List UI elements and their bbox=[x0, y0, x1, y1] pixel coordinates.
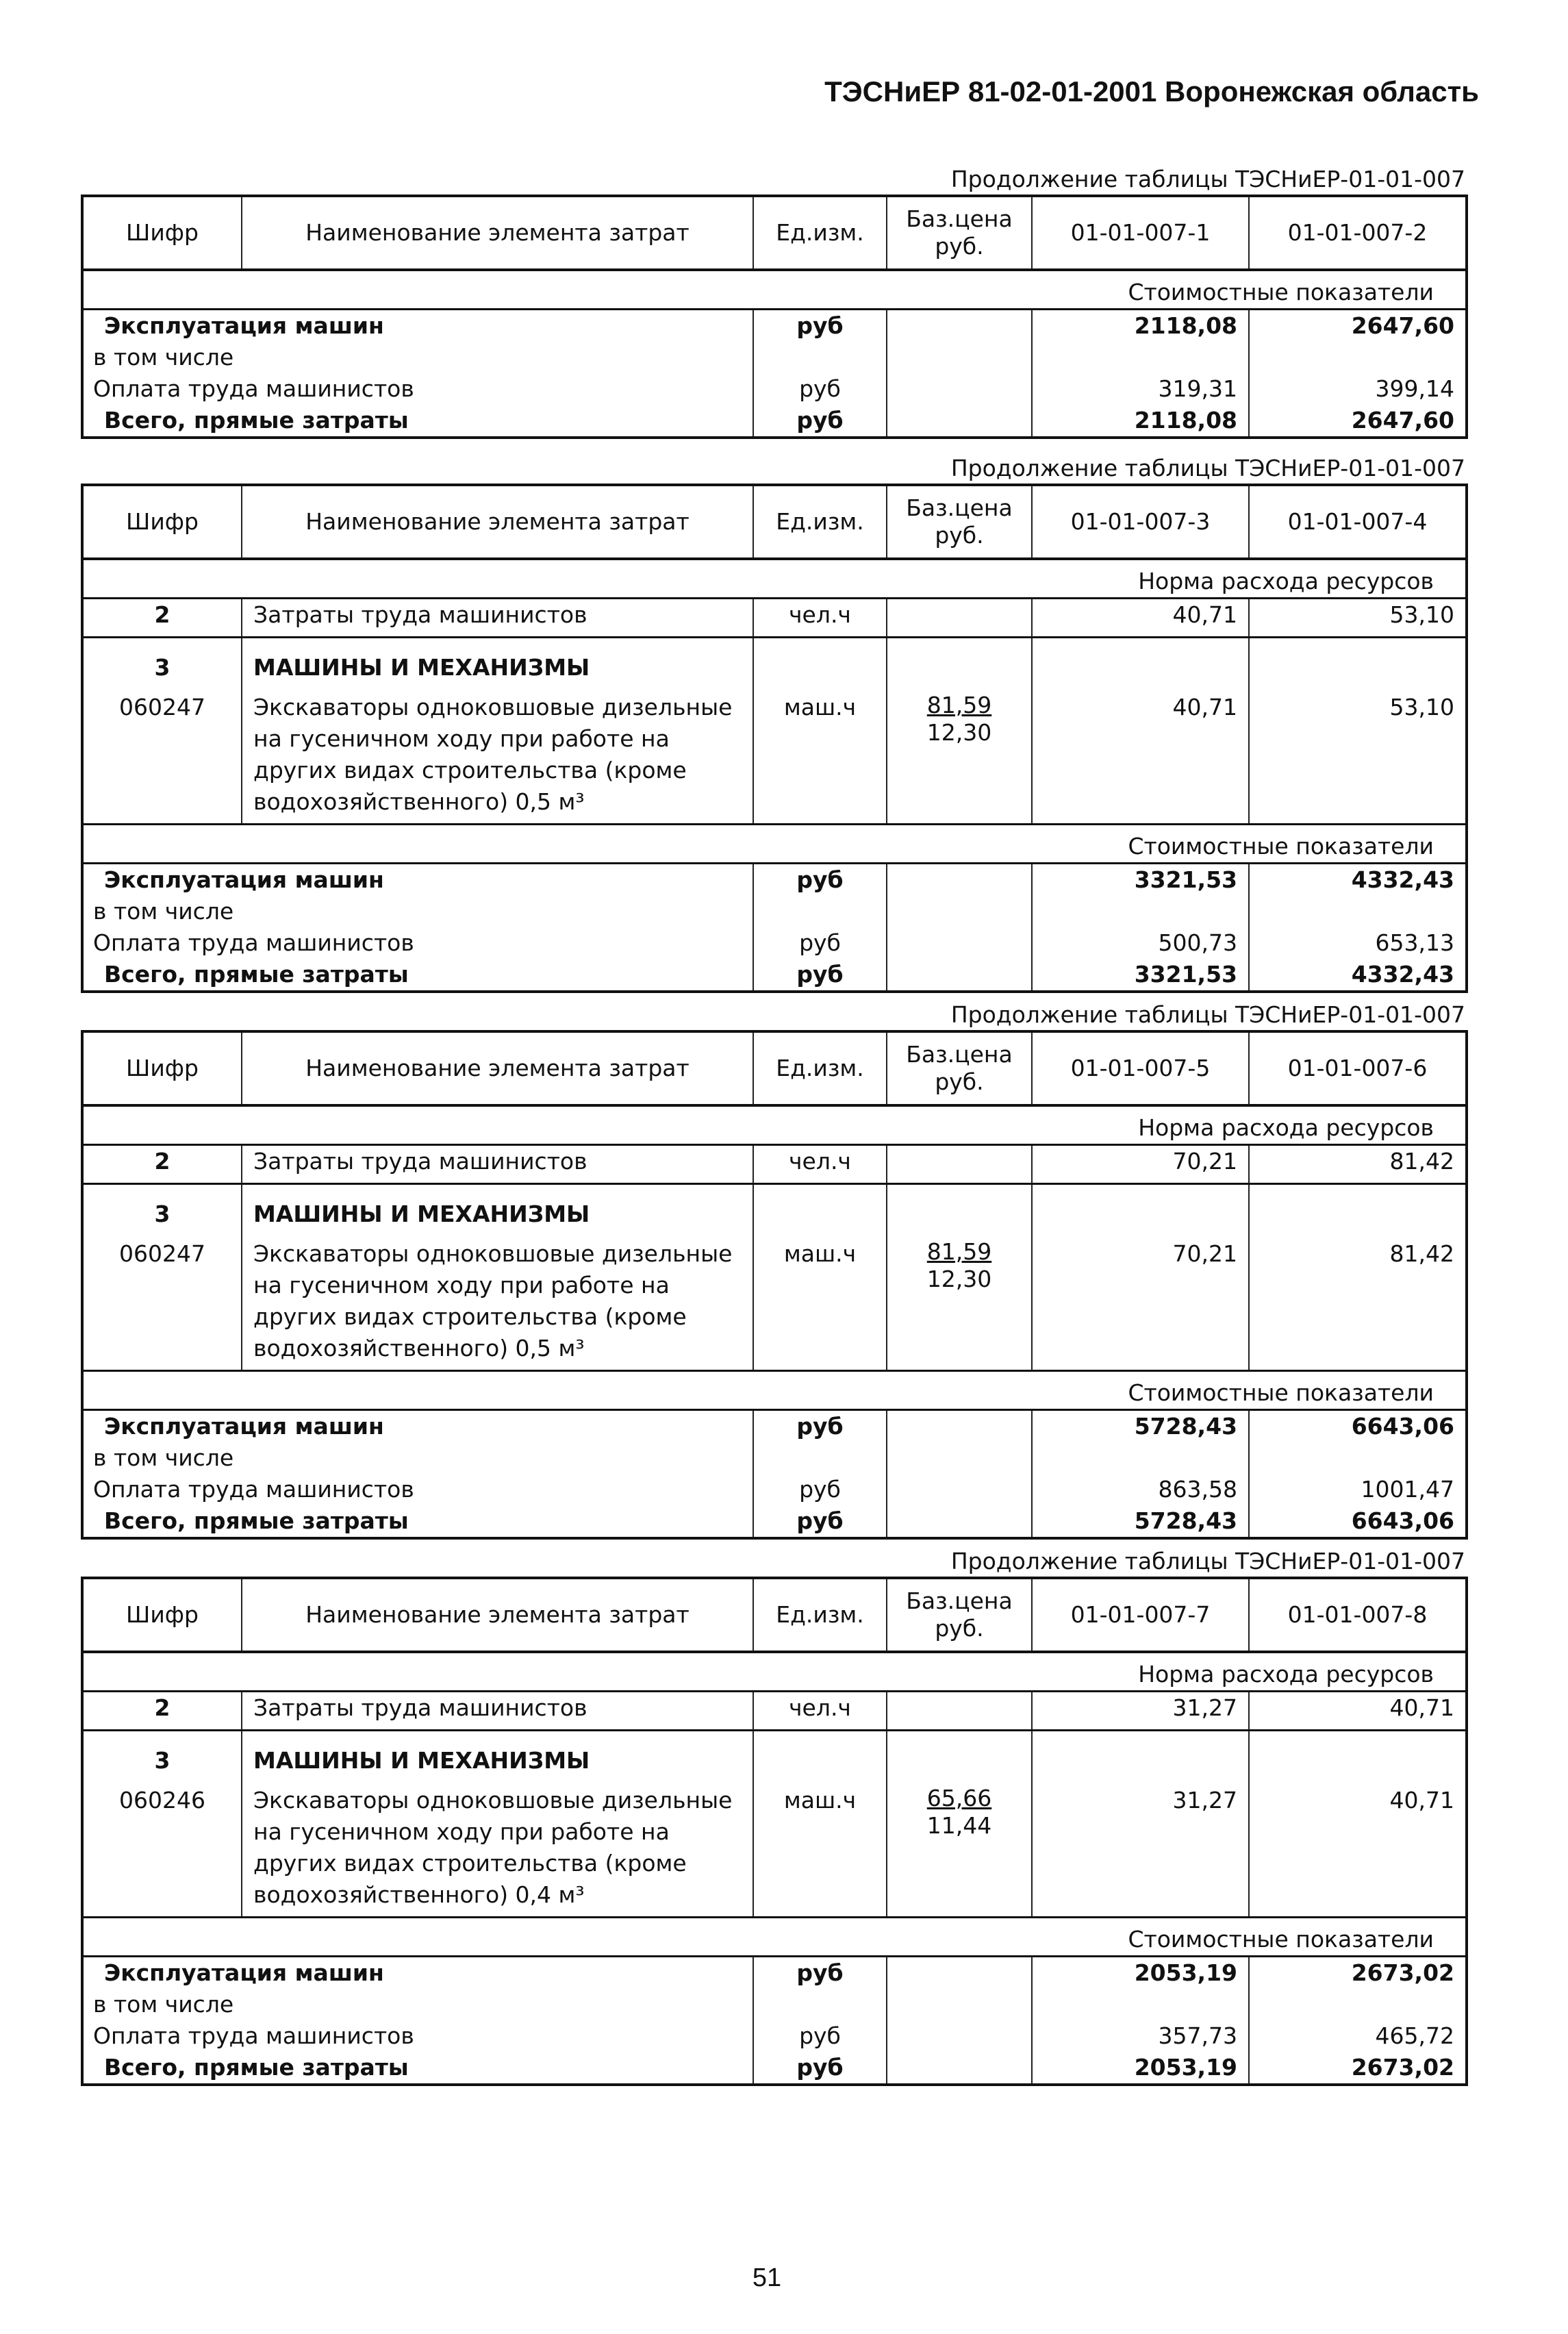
cost-value: 2673,02 bbox=[1249, 2052, 1467, 2085]
cost-value: 863,58 bbox=[1032, 1474, 1249, 1505]
table-block-2 bbox=[81, 453, 1465, 993]
row-unit: чел.ч bbox=[753, 1145, 887, 1184]
document-header: ТЭСНиЕР 81-02-01-2001 Воронежская область bbox=[824, 75, 1479, 108]
norm-value: 40,71 bbox=[1032, 683, 1249, 825]
row-unit: руб bbox=[753, 2020, 887, 2052]
table-row bbox=[82, 1692, 1467, 1731]
row-unit: чел.ч bbox=[753, 599, 887, 638]
row-code: 060247 bbox=[82, 683, 242, 825]
row-unit: руб bbox=[753, 405, 887, 438]
col-unit-header: Ед.изм. bbox=[753, 196, 887, 270]
section-title: Норма расхода ресурсов bbox=[82, 1652, 1467, 1692]
table-caption: Продолжение таблицы ТЭСНиЕР-01-01-007 bbox=[950, 166, 1465, 192]
cost-value: 357,73 bbox=[1032, 2020, 1249, 2052]
base-price bbox=[887, 683, 1032, 825]
table-row bbox=[82, 342, 1467, 373]
row-code: 3 bbox=[82, 652, 242, 683]
norm-value: 70,21 bbox=[1032, 1230, 1249, 1371]
section-row-cost bbox=[82, 1918, 1467, 1957]
col-unit-header: Ед.изм. bbox=[753, 485, 887, 559]
cost-table-4 bbox=[81, 1577, 1468, 2086]
section-row-norm bbox=[82, 1105, 1467, 1145]
base-price bbox=[887, 1777, 1032, 1918]
base-price-total: 65,66 bbox=[926, 1785, 992, 1811]
section-row-cost bbox=[82, 1371, 1467, 1410]
cost-value: 4332,43 bbox=[1249, 959, 1467, 992]
cost-table-1 bbox=[81, 194, 1468, 439]
cost-value: 6643,06 bbox=[1249, 1410, 1467, 1443]
col-code-header: Шифр bbox=[82, 196, 242, 270]
base-price-total: 81,59 bbox=[926, 692, 992, 718]
row-unit: руб bbox=[753, 927, 887, 959]
section-row-cost bbox=[82, 270, 1467, 310]
table-block-1 bbox=[81, 164, 1465, 439]
row-label: Затраты труда машинистов bbox=[242, 1692, 753, 1731]
table-row bbox=[82, 896, 1467, 927]
table-row bbox=[82, 2020, 1467, 2052]
col-variant-header: 01-01-007-8 bbox=[1249, 1578, 1467, 1652]
table-block-4 bbox=[81, 1546, 1465, 2086]
cost-value: 2647,60 bbox=[1249, 405, 1467, 438]
norm-value: 31,27 bbox=[1032, 1692, 1249, 1731]
table-row bbox=[82, 1989, 1467, 2020]
cost-value: 6643,06 bbox=[1249, 1505, 1467, 1538]
cost-value: 465,72 bbox=[1249, 2020, 1467, 2052]
row-label: МАШИНЫ И МЕХАНИЗМЫ bbox=[242, 1745, 753, 1777]
row-unit: руб bbox=[753, 1505, 887, 1538]
cost-value: 2118,08 bbox=[1032, 405, 1249, 438]
table-row bbox=[82, 1230, 1467, 1371]
section-row-norm bbox=[82, 559, 1467, 599]
base-price-total: 81,59 bbox=[926, 1238, 992, 1265]
row-unit: руб bbox=[753, 1474, 887, 1505]
row-label: Оплата труда машинистов bbox=[82, 373, 753, 405]
section-row-cost bbox=[82, 825, 1467, 864]
row-code: 060247 bbox=[82, 1230, 242, 1371]
table-header-row bbox=[82, 485, 1467, 559]
row-code: 3 bbox=[82, 1199, 242, 1230]
norm-value: 53,10 bbox=[1249, 599, 1467, 638]
norm-value: 40,71 bbox=[1249, 1692, 1467, 1731]
cost-value: 5728,43 bbox=[1032, 1410, 1249, 1443]
col-price-header: Баз.цена руб. bbox=[887, 1578, 1032, 1652]
row-label: Эксплуатация машин bbox=[82, 1410, 753, 1443]
table-row bbox=[82, 864, 1467, 896]
row-label: Всего, прямые затраты bbox=[82, 959, 753, 992]
table-row bbox=[82, 683, 1467, 825]
row-code: 2 bbox=[82, 599, 242, 638]
row-label: Оплата труда машинистов bbox=[82, 2020, 753, 2052]
col-unit-header: Ед.изм. bbox=[753, 1578, 887, 1652]
row-unit: чел.ч bbox=[753, 1692, 887, 1731]
row-label: в том числе bbox=[82, 1442, 753, 1474]
row-label: Эксплуатация машин bbox=[82, 864, 753, 896]
col-code-header: Шифр bbox=[82, 1578, 242, 1652]
section-title: Норма расхода ресурсов bbox=[82, 1105, 1467, 1145]
machine-name: Экскаваторы одноковшовые дизельные на гусеничном ходу при работе на других видах строительства (кроме водохозяйственного) 0,5 м³ bbox=[242, 1230, 753, 1371]
norm-value: 81,42 bbox=[1249, 1145, 1467, 1184]
cost-value: 2673,02 bbox=[1249, 1957, 1467, 1990]
row-unit: руб bbox=[753, 2052, 887, 2085]
cost-value: 3321,53 bbox=[1032, 959, 1249, 992]
table-row bbox=[82, 373, 1467, 405]
cost-value: 4332,43 bbox=[1249, 864, 1467, 896]
table-row bbox=[82, 310, 1467, 342]
row-code: 060246 bbox=[82, 1777, 242, 1918]
row-label: МАШИНЫ И МЕХАНИЗМЫ bbox=[242, 652, 753, 683]
row-code: 2 bbox=[82, 1145, 242, 1184]
cost-value: 5728,43 bbox=[1032, 1505, 1249, 1538]
row-unit: руб bbox=[753, 864, 887, 896]
table-row bbox=[82, 959, 1467, 992]
col-name-header: Наименование элемента затрат bbox=[242, 1578, 753, 1652]
row-label: Всего, прямые затраты bbox=[82, 1505, 753, 1538]
machine-name: Экскаваторы одноковшовые дизельные на гусеничном ходу при работе на других видах строительства (кроме водохозяйственного) 0,4 м³ bbox=[242, 1777, 753, 1918]
table-row bbox=[82, 1145, 1467, 1184]
norm-value: 31,27 bbox=[1032, 1777, 1249, 1918]
row-label: Затраты труда машинистов bbox=[242, 1145, 753, 1184]
table-row bbox=[82, 1957, 1467, 1990]
table-caption: Продолжение таблицы ТЭСНиЕР-01-01-007 bbox=[950, 1548, 1465, 1574]
row-unit: руб bbox=[753, 1410, 887, 1443]
norm-value: 40,71 bbox=[1249, 1777, 1467, 1918]
table-row bbox=[82, 927, 1467, 959]
table-row bbox=[82, 1199, 1467, 1230]
table-row bbox=[82, 1745, 1467, 1777]
row-code: 3 bbox=[82, 1745, 242, 1777]
col-variant-header: 01-01-007-2 bbox=[1249, 196, 1467, 270]
table-header-row bbox=[82, 196, 1467, 270]
col-name-header: Наименование элемента затрат bbox=[242, 485, 753, 559]
table-row bbox=[82, 405, 1467, 438]
row-label: в том числе bbox=[82, 342, 753, 373]
cost-value: 2053,19 bbox=[1032, 1957, 1249, 1990]
table-header-row bbox=[82, 1031, 1467, 1105]
col-name-header: Наименование элемента затрат bbox=[242, 196, 753, 270]
table-caption: Продолжение таблицы ТЭСНиЕР-01-01-007 bbox=[950, 455, 1465, 481]
col-price-header: Баз.цена руб. bbox=[887, 1031, 1032, 1105]
cost-value: 2053,19 bbox=[1032, 2052, 1249, 2085]
section-title: Стоимостные показатели bbox=[82, 1371, 1467, 1410]
row-label: Оплата труда машинистов bbox=[82, 927, 753, 959]
table-header-row bbox=[82, 1578, 1467, 1652]
row-unit: маш.ч bbox=[753, 683, 887, 825]
col-price-header: Баз.цена руб. bbox=[887, 485, 1032, 559]
section-title: Стоимостные показатели bbox=[82, 270, 1467, 310]
col-price-header: Баз.цена руб. bbox=[887, 196, 1032, 270]
col-code-header: Шифр bbox=[82, 1031, 242, 1105]
base-price-labor: 12,30 bbox=[926, 1266, 992, 1292]
cost-value: 319,31 bbox=[1032, 373, 1249, 405]
table-block-3 bbox=[81, 1000, 1465, 1540]
cost-value: 399,14 bbox=[1249, 373, 1467, 405]
col-variant-header: 01-01-007-4 bbox=[1249, 485, 1467, 559]
page-number: 51 bbox=[752, 2263, 782, 2292]
col-variant-header: 01-01-007-5 bbox=[1032, 1031, 1249, 1105]
table-row bbox=[82, 1474, 1467, 1505]
row-label: Затраты труда машинистов bbox=[242, 599, 753, 638]
col-variant-header: 01-01-007-1 bbox=[1032, 196, 1249, 270]
row-label: Всего, прямые затраты bbox=[82, 2052, 753, 2085]
col-variant-header: 01-01-007-6 bbox=[1249, 1031, 1467, 1105]
col-unit-header: Ед.изм. bbox=[753, 1031, 887, 1105]
col-code-header: Шифр bbox=[82, 485, 242, 559]
row-unit: руб bbox=[753, 1957, 887, 1990]
base-price bbox=[887, 1230, 1032, 1371]
cost-value: 500,73 bbox=[1032, 927, 1249, 959]
col-name-header: Наименование элемента затрат bbox=[242, 1031, 753, 1105]
table-row bbox=[82, 652, 1467, 683]
cost-value: 2118,08 bbox=[1032, 310, 1249, 342]
table-row bbox=[82, 1777, 1467, 1918]
base-price-labor: 11,44 bbox=[926, 1812, 992, 1839]
table-caption: Продолжение таблицы ТЭСНиЕР-01-01-007 bbox=[950, 1001, 1465, 1028]
base-price-labor: 12,30 bbox=[926, 719, 992, 746]
cost-value: 2647,60 bbox=[1249, 310, 1467, 342]
row-unit: руб bbox=[753, 959, 887, 992]
cost-table-3 bbox=[81, 1030, 1468, 1540]
norm-value: 40,71 bbox=[1032, 599, 1249, 638]
row-label: Эксплуатация машин bbox=[82, 1957, 753, 1990]
norm-value: 70,21 bbox=[1032, 1145, 1249, 1184]
row-label: в том числе bbox=[82, 1989, 753, 2020]
row-label: Всего, прямые затраты bbox=[82, 405, 753, 438]
col-variant-header: 01-01-007-3 bbox=[1032, 485, 1249, 559]
row-unit: маш.ч bbox=[753, 1777, 887, 1918]
table-row bbox=[82, 2052, 1467, 2085]
row-label: Эксплуатация машин bbox=[82, 310, 753, 342]
cost-value: 1001,47 bbox=[1249, 1474, 1467, 1505]
table-row bbox=[82, 1442, 1467, 1474]
row-unit: руб bbox=[753, 310, 887, 342]
section-title: Норма расхода ресурсов bbox=[82, 559, 1467, 599]
cost-table-2 bbox=[81, 484, 1468, 993]
table-row bbox=[82, 1410, 1467, 1443]
col-variant-header: 01-01-007-7 bbox=[1032, 1578, 1249, 1652]
row-code: 2 bbox=[82, 1692, 242, 1731]
section-title: Стоимостные показатели bbox=[82, 825, 1467, 864]
cost-value: 653,13 bbox=[1249, 927, 1467, 959]
norm-value: 81,42 bbox=[1249, 1230, 1467, 1371]
table-row bbox=[82, 1505, 1467, 1538]
cost-value: 3321,53 bbox=[1032, 864, 1249, 896]
section-row-norm bbox=[82, 1652, 1467, 1692]
norm-value: 53,10 bbox=[1249, 683, 1467, 825]
row-label: МАШИНЫ И МЕХАНИЗМЫ bbox=[242, 1199, 753, 1230]
row-unit: руб bbox=[753, 373, 887, 405]
row-label: Оплата труда машинистов bbox=[82, 1474, 753, 1505]
section-title: Стоимостные показатели bbox=[82, 1918, 1467, 1957]
table-row bbox=[82, 599, 1467, 638]
row-label: в том числе bbox=[82, 896, 753, 927]
machine-name: Экскаваторы одноковшовые дизельные на гусеничном ходу при работе на других видах строительства (кроме водохозяйственного) 0,5 м³ bbox=[242, 683, 753, 825]
row-unit: маш.ч bbox=[753, 1230, 887, 1371]
